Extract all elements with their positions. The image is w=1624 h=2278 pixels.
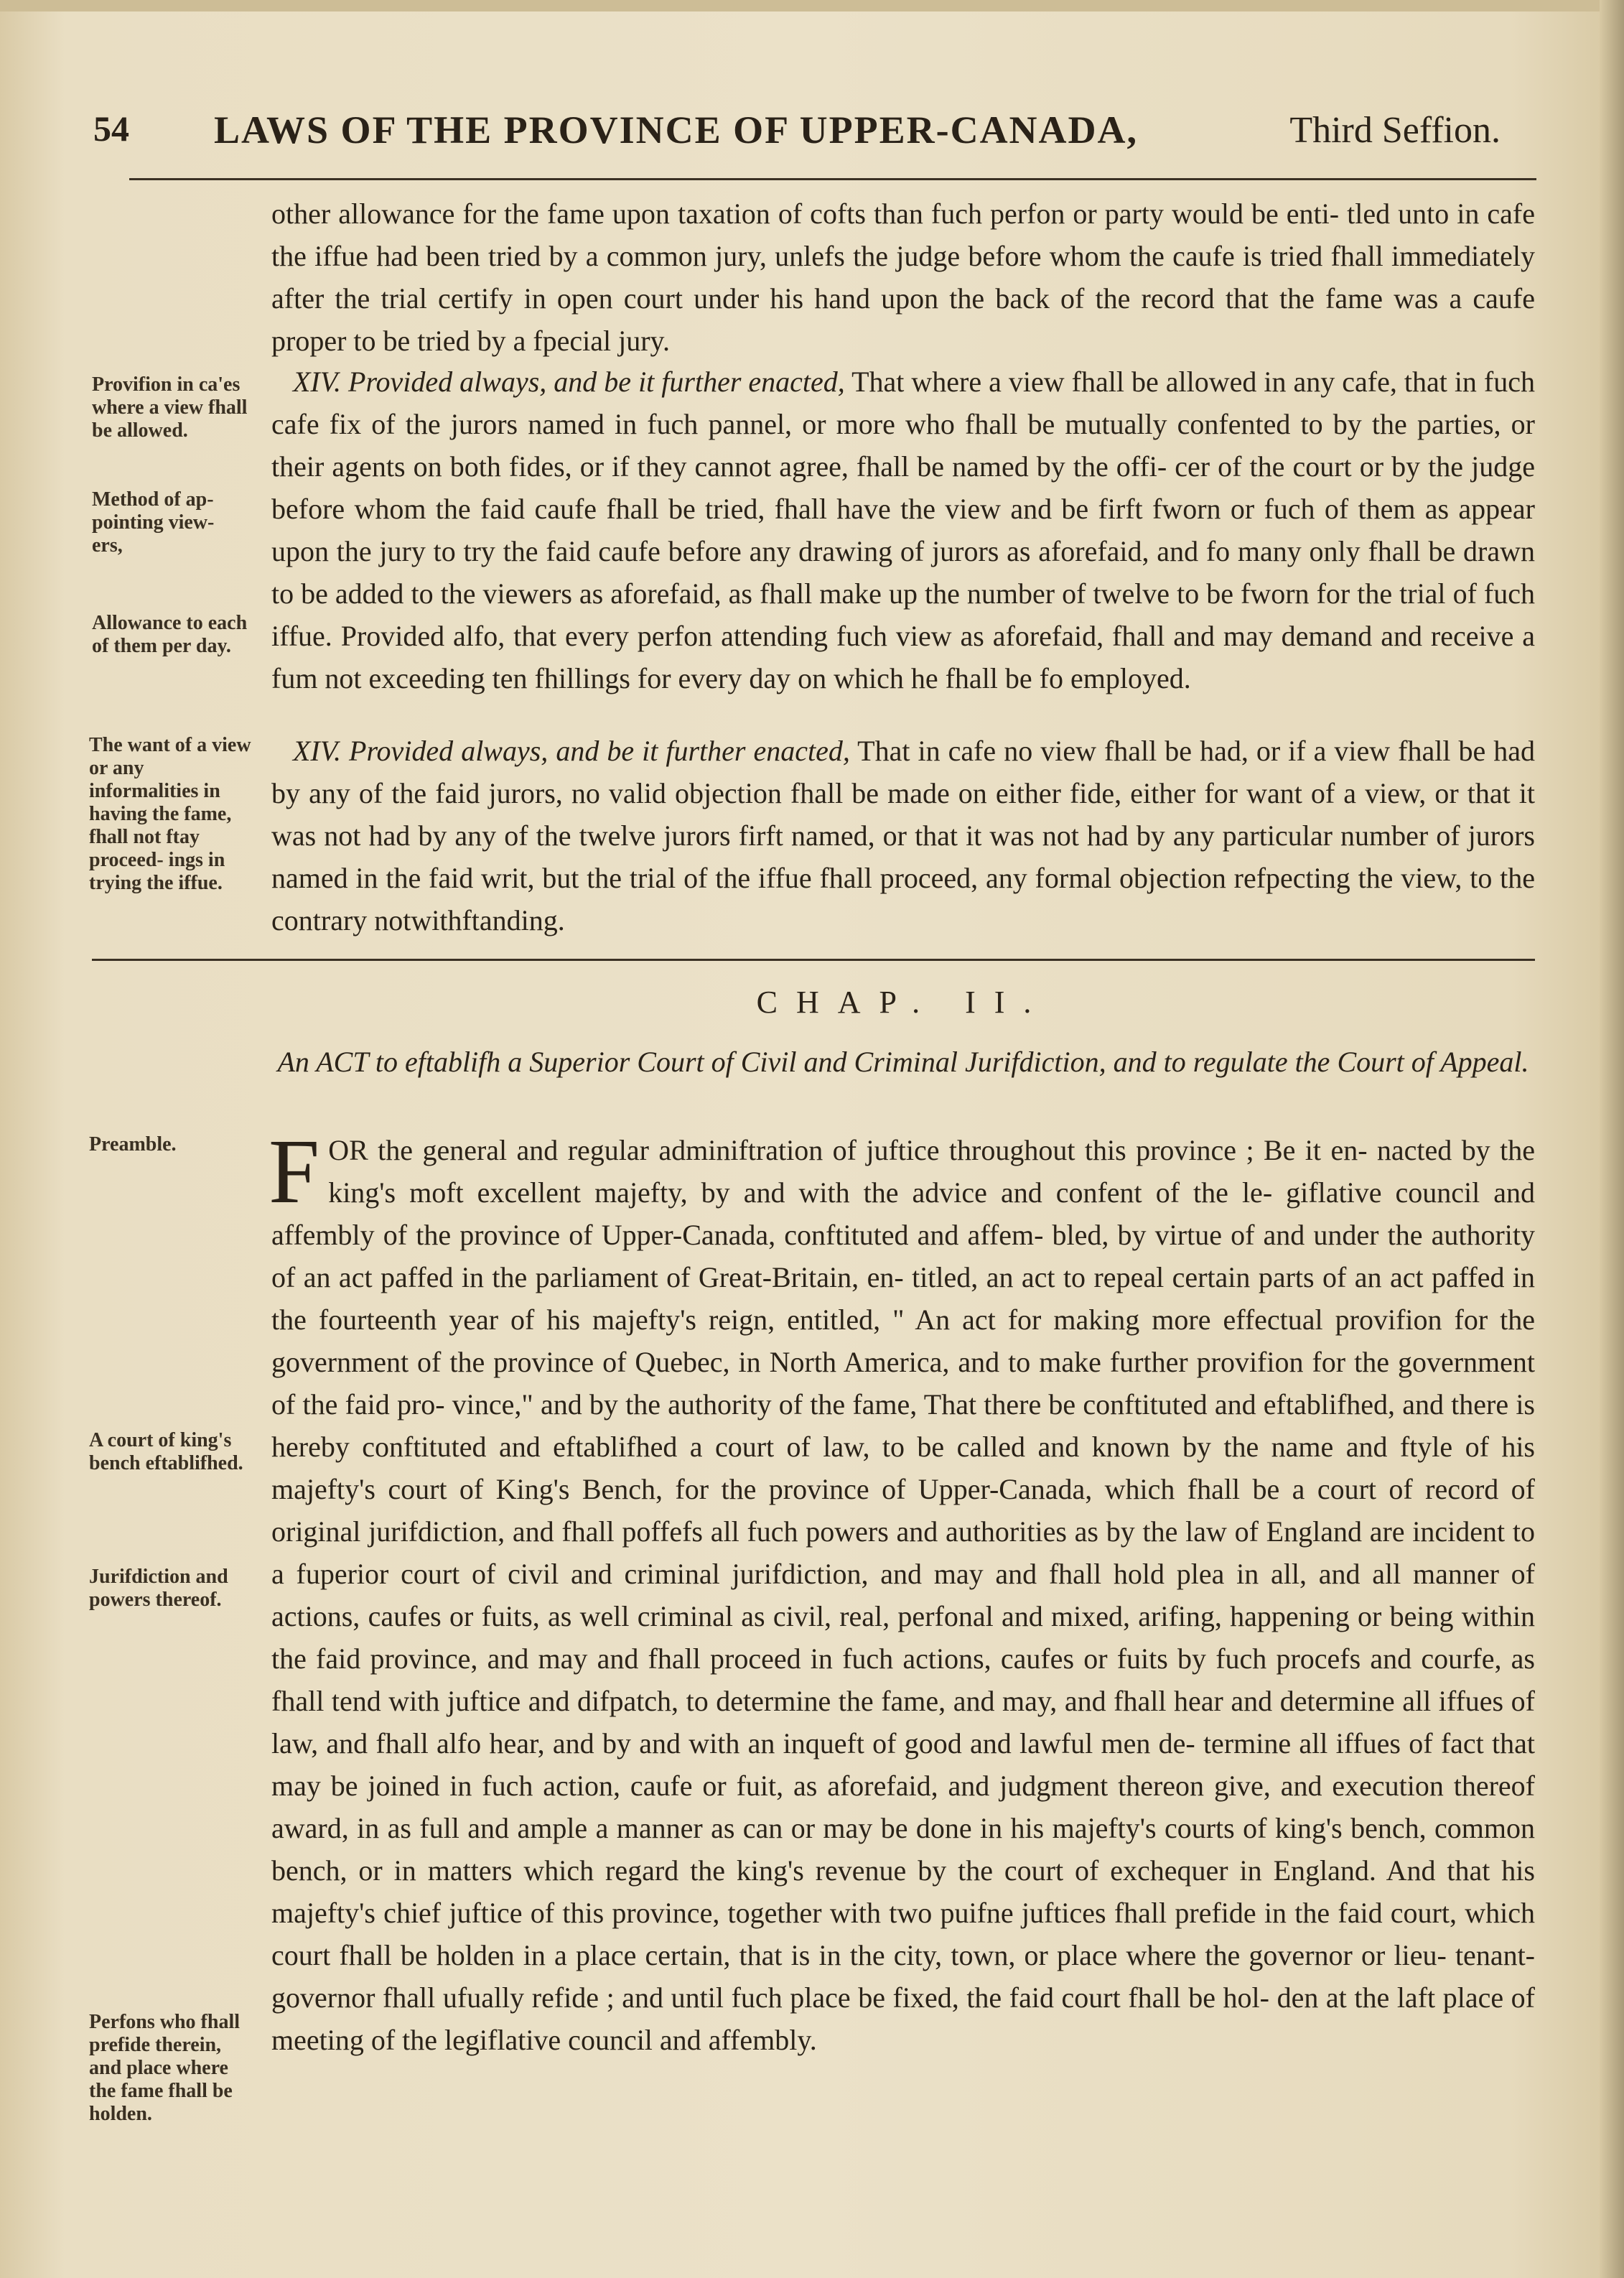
paragraph-xiv-view-text: That where a view fhall be allowed in any cafe, that in fuch cafe fix of the jurors named in fuch pannel, or more who fhall be mutually confented to by the parties, or their agents on both fides, or if they cannot agree, fhall be named by the offi- cer of the court or by the judge before whom the faid caufe fhall be tried, fhall have the view and be firft fworn or fuch of them as appear upon the jury to try the faid caufe before any drawing of jurors as aforefaid, and fo many only fhall be drawn to be added to the viewers as aforefaid, as fhall make up the number of twelve to be fworn for the trial of fuch iffue. Provided alfo, that every perfon attending fuch view as aforefaid, fhall and may demand and receive a fum not exceeding ten fhillings for every day on which he fhall be fo employed. bbox=[271, 366, 1536, 694]
section-rule bbox=[92, 959, 1535, 961]
section-lead-xiv-b: XIV. Provided always, and be it further enacted, bbox=[293, 735, 850, 767]
paragraph-xiv-view bbox=[271, 361, 1535, 699]
paragraph-xiv-want-of-view bbox=[271, 730, 1535, 942]
section-lead-xiv-a: XIV. Provided always, and be it further enacted, bbox=[293, 366, 845, 398]
chapter-heading: CHAP. II. bbox=[756, 985, 1050, 1020]
margin-note-preamble: Preamble. bbox=[89, 1133, 177, 1156]
paragraph-continuation bbox=[271, 192, 1535, 362]
drop-cap: F bbox=[269, 1120, 320, 1222]
margin-note-allowance: Allowance to each of them per day. bbox=[92, 612, 248, 657]
act-title: An ACT to eftablifh a Superior Court of Civil and Criminal Jurifdiction, and to regulate the Court of Appeal. bbox=[277, 1046, 1529, 1078]
paragraph-xiv-want-of-view-text: That in cafe no view fhall be had, or if a view fhall be had by any of the faid jurors, no valid objection fhall be made on either fide, either for want of a view, or that it was not had by any of the twelve jurors firft named, or that it was not had by any particular number of jurors named in the faid writ, but the trial of the iffue fhall proceed, any formal objection refpecting the view, to the contrary notwithftanding. bbox=[271, 735, 1535, 936]
page-number: 54 bbox=[93, 108, 129, 149]
margin-note-jurisdiction: Jurifdiction and powers thereof. bbox=[89, 1566, 228, 1611]
margin-note-view-allowed: Provifion in ca'es where a view fhall be allowed. bbox=[92, 373, 248, 442]
paragraph-chap-ii bbox=[269, 1120, 1535, 2061]
margin-note-kings-bench: A court of king's bench eftablifhed. bbox=[89, 1429, 243, 1474]
margin-note-persons-preside: Perfons who fhall prefide therein, and place where the fame fhall be holden. bbox=[89, 2011, 240, 2125]
running-title: LAWS OF THE PROVINCE OF UPPER-CANADA, bbox=[214, 108, 1139, 152]
margin-note-want-of-view: The want of a view or any informalities in having the fame, fhall not ftay proceed- ings in trying the iffue. bbox=[89, 734, 251, 894]
header-rule bbox=[129, 178, 1536, 180]
page-top-edge bbox=[0, 0, 1624, 11]
paragraph-chap-ii-text: OR the general and regular adminiftration of juftice throughout this province ; Be it en- nacted by the king's moft excellent majefty, by and with the advice and confent of the le- giflative council and affembly of the province of Upper-Canada, conftituted and affem- bled, by virtue of and under the authority of an act paffed in the parliament of Great-Britain, en- titled, an act to repeal certain parts of an act paffed in the fourteenth year of his majefty's reign, entitled, " An act for making more effectual provifion for the government of the province of Quebec, in North America, and to make further provifion for the government of the faid pro- vince," and by the authority of the fame, That there be conftituted and eftablifhed, and there is hereby conftituted and eftablifhed a court of law, to be called and known by the name and ftyle of his majefty's court of King's Bench, for the province of Upper-Canada, which fhall be a court of record of original jurifdiction, and fhall poffefs all fuch powers and authorities as by the law of England are incident to a fuperior court of civil and criminal jurifdiction, and may and fhall hold plea in all, and all manner of actions, caufes or fuits, as well criminal as civil, real, perfonal and mixed, arifing, happening or being within the faid province, and may and fhall proceed in fuch actions, caufes or fuits by fuch procefs and courfe, as fhall tend with juftice and difpatch, to determine the fame, and may, and fhall hear and determine all iffues of law, and fhall alfo hear, and by and with an inqueft of good and lawful men de- termine all iffues of fact that may be joined in fuch action, caufe or fuit, as aforefaid, and judgment thereon give, and execution thereof award, in as full and ample a manner as can or may be done in his majefty's courts of king's bench, common bench, or in matters which regard the king's revenue by the court of exchequer in England. And that his majefty's chief juftice of this province, together with two puifne juftices fhall prefide in the faid court, which court fhall be holden in a place certain, that is in the city, town, or place where the governor or lieu- tenant-governor fhall ufually refide ; and until fuch place be fixed, the faid court fhall be hol- den at the laft place of meeting of the legiflative council and affembly. bbox=[271, 1134, 1535, 2056]
page-right-edge bbox=[1600, 0, 1624, 2278]
session-label: Third Seffion. bbox=[1289, 110, 1501, 151]
paragraph-continuation-text: other allowance for the fame upon taxation of cofts than fuch perfon or party would be enti- tled unto in cafe the iffue had been tried by a common jury, unlefs the judge before whom the caufe is tried fhall immediately after the trial certify in open court under his hand upon the back of the record that the fame was a caufe proper to be tried by a fpecial jury. bbox=[271, 197, 1535, 357]
page-header bbox=[93, 108, 1501, 158]
margin-note-appointing-viewers: Method of ap- pointing view- ers, bbox=[92, 488, 215, 557]
